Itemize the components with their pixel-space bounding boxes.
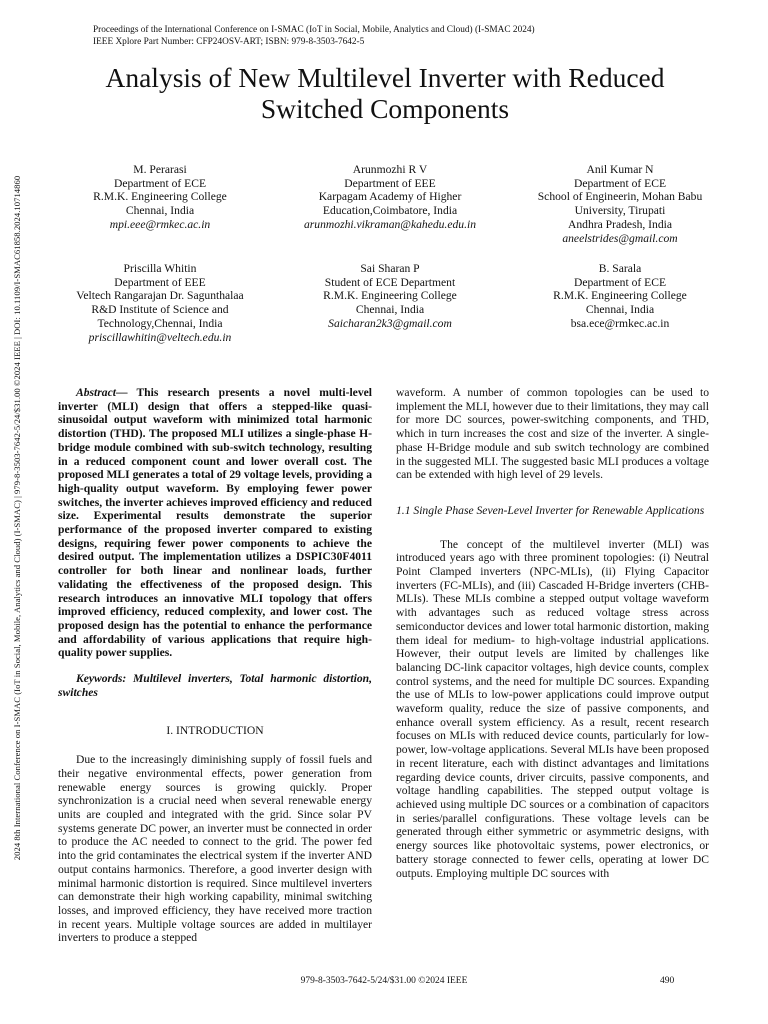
intro-paragraph: Due to the increasingly diminishing supply of fossil fuels and their negative environmental effects, power generation from renewable energy sources is growing quickly. Proper synchronization is a crucial need when several renewable energy units are coupled and integrated with the grid. Since solar PV systems generate DC power, an inverter must be connected in order to produce the AC needed to connect to the grid. The power fed into the grid contaminates the electrical system if the inverter AND output contains harmonics. Therefore, a good inverter design with minimal harmonic distortion is required. Since multilevel inverters can demonstrate their high working capability, minimal switching losses, and improved efficiency, they have received more traction in recent years. Multiple voltage sources are added in multilayer inverters to produce a stepped: [58, 753, 372, 945]
author-affiliation: Andhra Pradesh, India: [568, 217, 672, 231]
left-column: [58, 386, 372, 945]
author-email: priscillawhitin@veltech.edu.in: [88, 330, 232, 344]
subsection-paragraph: The concept of the multilevel inverter (MLI) was introduced years ago with three prominent topologies: (i) Neutral Point Clamped inverters (NPC-MLIs), (ii) Flying Capacitor inverters (FC-MLIs), and (iii) Cascaded H-Bridge inverters (CHB-MLIs). These MLIs combine a stepped output voltage waveform with advantages such as reduced voltage stress across semiconductor devices and lower total harmonic distortion, making them ideal for medium- to high-voltage industrial applications. However, their output levels are limited by challenges like balancing DC-link capacitor voltages, high device counts, complex control systems, and the need for multiple DC sources. Expanding the use of MLIs to low-power applications could improve output waveform quality, reduce the size of passive components, and enhance overall system efficiency. As a result, recent research focuses on MLIs with reduced device counts, particularly for low-power, low-voltage applications. Several MLIs have been proposed in recent literature, each with distinct advantages and limitations regarding device counts, driver circuits, passive components, and voltage handling capabilities. The stepped output voltage is achieved using multiple DC sources or a combination of capacitors in series/parallel configurations. These voltage levels can be generated through either symmetric or asymmetric designs, with energy sources like photovoltaic systems, power electronics, or battery storage connected to fewer cells, operating at lower DC outputs. Employing multiple DC sources with: [396, 537, 709, 880]
author-name: Sai Sharan P: [360, 262, 420, 275]
author-card: [500, 163, 740, 245]
author-card: [270, 262, 510, 331]
author-email: arunmozhi.vikraman@kahedu.edu.in: [304, 217, 476, 231]
author-email: mpi.eee@rmkec.ac.in: [109, 217, 211, 231]
footer-code: 979-8-3503-7642-5/24/$31.00 ©2024 IEEE: [300, 976, 468, 986]
author-affiliation: Chennai, India: [585, 303, 655, 317]
author-affiliation: Department of EEE: [344, 176, 436, 190]
section-heading: I. INTRODUCTION: [166, 724, 264, 738]
author-name: Priscilla Whitin: [123, 262, 197, 275]
author-affiliation: University, Tirupati: [574, 204, 666, 218]
subsection-heading: 1.1 Single Phase Seven-Level Inverter for Renewable Applications: [396, 503, 705, 517]
abstract: [58, 386, 372, 660]
author-name: B. Sarala: [598, 262, 642, 275]
author-card: [40, 262, 280, 344]
author-card: [270, 163, 510, 232]
author-affiliation: School of Engineerin, Mohan Babu: [537, 190, 703, 204]
author-name: Anil Kumar N: [586, 163, 654, 176]
author-affiliation: Department of EEE: [114, 275, 206, 289]
right-column: [396, 386, 709, 880]
side-margin-citation: [6, 128, 28, 908]
author-affiliation: Veltech Rangarajan Dr. Sagunthalaa: [76, 289, 244, 303]
intro-continued: waveform. A number of common topologies can be used to implement the MLI, however due to their limitations, they may call for more DC sources, power-switching components, and THD, which in turn increases the cost and size of the inverter. A single-phase H-Bridge module and sub switch technology are combined in the suggested MLI. The suggested basic MLI produces a voltage can be extended with high level of 29 levels.: [396, 386, 709, 482]
author-affiliation: Technology,Chennai, India: [97, 316, 223, 330]
author-name: M. Perarasi: [133, 163, 187, 176]
page-number: 490: [660, 976, 675, 986]
author-affiliation: Department of ECE: [573, 176, 667, 190]
author-card: [40, 163, 280, 232]
author-affiliation: Karpagam Academy of Higher: [318, 190, 462, 204]
header-line-2: IEEE Xplore Part Number: CFP24OSV-ART; ISBN: 979-8-3503-7642-5: [93, 37, 365, 47]
paper-title: Analysis of New Multilevel Inverter with Reduced Switched Components: [105, 62, 665, 124]
side-citation-text: 2024 8th International Conference on I-SMAC (IoT in Social, Mobile, Analytics and Cloud) (I-SMAC) | 979-8-3503-7642-5/24/$31.00 ©2024 IEEE | DOI: 10.1109/I-SMAC61858.2024.10714860: [12, 175, 22, 861]
author-affiliation: R&D Institute of Science and: [91, 303, 229, 317]
author-affiliation: Education,Coimbatore, India: [322, 204, 458, 218]
author-affiliation: Student of ECE Department: [324, 275, 456, 289]
author-affiliation: Department of ECE: [113, 176, 207, 190]
author-card: [500, 262, 740, 331]
author-name: Arunmozhi R V: [352, 163, 428, 176]
header-line-1: Proceedings of the International Conference on I-SMAC (IoT in Social, Mobile, Analytics and Cloud) (I-SMAC 2024): [93, 25, 535, 35]
author-affiliation: R.M.K. Engineering College: [323, 289, 457, 303]
author-affiliation: Chennai, India: [355, 303, 425, 317]
author-affiliation: Chennai, India: [125, 204, 195, 218]
conference-header: [93, 24, 535, 48]
author-email: aneelstrides@gmail.com: [562, 231, 678, 245]
keywords: Keywords: Multilevel inverters, Total harmonic distortion, switches: [58, 672, 372, 699]
author-affiliation: R.M.K. Engineering College: [93, 190, 227, 204]
author-affiliation: R.M.K. Engineering College: [553, 289, 687, 303]
abstract-lead: Abstract—: [76, 386, 128, 399]
author-email: Saicharan2k3@gmail.com: [328, 316, 452, 330]
author-email: bsa.ece@rmkec.ac.in: [570, 316, 670, 330]
author-affiliation: Department of ECE: [573, 275, 667, 289]
abstract-text: This research presents a novel multi-level inverter (MLI) design that offers a stepped-like quasi-sinusoidal output waveform with minimized total harmonic distortion (THD). The proposed MLI utilizes a single-phase H-bridge module combined with sub-switch technology, resulting in a reduced component count and lower overall cost. The proposed MLI generates a total of 29 voltage levels, providing a high-quality output waveform. By employing fewer power switches, the inverter achieves improved efficiency and reduced size. Experimental results demonstrate the superior performance of the proposed inverter compared to existing designs, requiring fewer power components to achieve the desired output. The implementation utilizes a DSPIC30F4011 controller for both linear and nonlinear loads, further validating the effectiveness of the proposed design. This research introduces an innovative MLI topology that offers improved efficiency, reduced complexity, and lower cost. The proposed design has the potential to enhance the performance and affordability of various applications that require high-quality power supplies.: [58, 386, 372, 660]
